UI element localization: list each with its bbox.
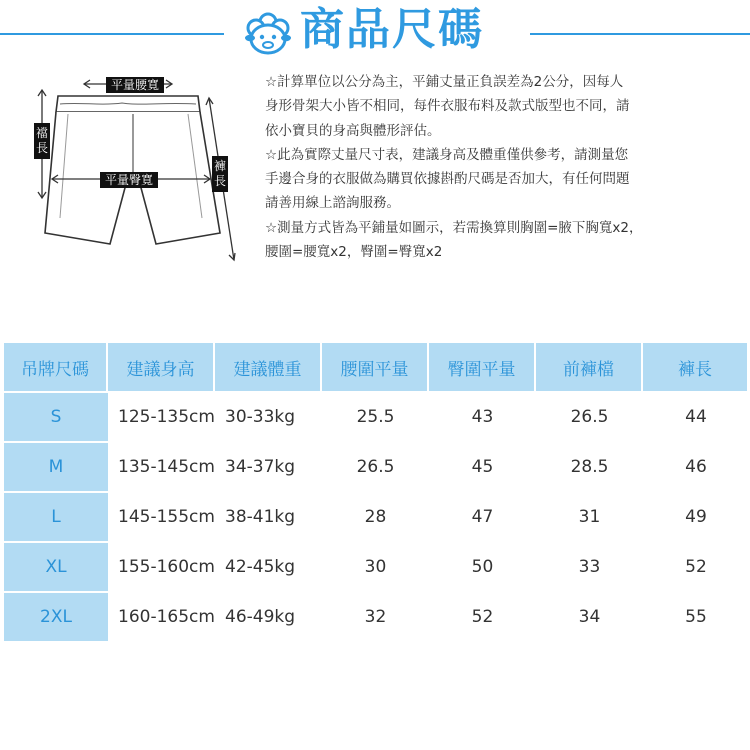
waist-cell: 30	[322, 543, 429, 593]
height-cell: 135-145cm	[108, 443, 215, 493]
size-notes	[265, 70, 735, 264]
table-row	[4, 393, 749, 443]
front-rise-cell: 28.5	[536, 443, 643, 493]
waist-cell: 32	[364, 607, 387, 627]
note-line: ☆計算單位以公分為主，平鋪丈量正負誤差為2公分，因每人	[265, 74, 624, 90]
table-row	[4, 543, 749, 593]
note-line: ☆此為實際丈量尺寸表，建議身高及體重僅供參考，請測量您	[265, 146, 629, 163]
weight-cell: 46-49kg	[225, 607, 296, 627]
column-header-height: 建議身高	[108, 343, 215, 393]
size-cell: L	[4, 493, 108, 543]
note-line: 身形骨架大小皆不相同，每件衣服布料及款式版型也不同，請	[265, 98, 630, 115]
column-header-hip: 臀圍平量	[429, 343, 536, 393]
page-title: 商品尺碼	[300, 4, 484, 55]
column-header-length: 褲長	[643, 343, 749, 393]
weight-cell: 38-41kg	[215, 493, 322, 543]
sheep-icon	[242, 8, 294, 58]
column-header-size: 吊牌尺碼	[4, 343, 108, 393]
length-cell: 52	[643, 543, 749, 593]
length-cell: 55	[685, 607, 707, 627]
height-cell: 125-135cm	[108, 393, 215, 443]
front-rise-cell: 33	[536, 543, 643, 593]
column-header-weight: 建議體重	[215, 343, 322, 393]
hip-cell: 45	[429, 443, 536, 493]
rise-length-label: 襠長	[34, 123, 50, 159]
column-header-waist: 腰圍平量	[322, 343, 429, 393]
size-cell: M	[4, 443, 108, 493]
size-cell: 2XL	[4, 593, 108, 641]
waist-cell: 28	[322, 493, 429, 543]
front-rise-cell: 31	[536, 493, 643, 543]
length-cell: 46	[643, 443, 749, 493]
table-row	[4, 443, 749, 493]
note-line: 手邊合身的衣服做為購買依據斟酌尺碼是否加大，有任何問題	[265, 171, 630, 188]
waist-cell: 26.5	[322, 443, 429, 493]
hip-cell: 47	[429, 493, 536, 543]
weight-cell: 42-45kg	[215, 543, 322, 593]
hip-width-label: 平量臀寬	[100, 172, 158, 188]
size-chart-table	[4, 343, 749, 641]
weight-cell: 34-37kg	[215, 443, 322, 493]
table-row	[4, 493, 749, 543]
height-cell: 160-165cm	[118, 607, 215, 627]
front-rise-cell: 34	[578, 607, 601, 627]
front-rise-cell: 26.5	[536, 393, 643, 443]
shorts-measurement-diagram	[22, 68, 252, 273]
note-line: 依小寶貝的身高與體形評估。	[265, 122, 441, 139]
height-cell: 155-160cm	[108, 543, 215, 593]
hip-cell: 43	[429, 393, 536, 443]
size-cell: S	[4, 393, 108, 443]
hip-cell: 52	[471, 607, 494, 627]
waist-cell: 25.5	[322, 393, 429, 443]
table-header-row	[4, 343, 749, 393]
length-cell: 44	[643, 393, 749, 443]
column-header-front-rise: 前褲檔	[536, 343, 643, 393]
size-cell: XL	[4, 543, 108, 593]
pants-length-label: 褲長	[212, 156, 228, 192]
table-row	[4, 593, 749, 641]
height-cell: 145-155cm	[108, 493, 215, 543]
length-cell: 49	[643, 493, 749, 543]
hip-cell: 50	[429, 543, 536, 593]
header-rule-left	[0, 33, 224, 35]
weight-cell: 30-33kg	[215, 393, 322, 443]
header-rule-right	[530, 33, 750, 35]
note-line: 請善用線上諮詢服務。	[265, 195, 400, 212]
note-line: ☆測量方式皆為平鋪量如圖示，若需換算則胸圍=腋下胸寬x2，	[265, 219, 643, 236]
note-line: 腰圍=腰寬x2，臀圍=臀寬x2	[265, 244, 443, 261]
waist-width-label: 平量腰寬	[106, 77, 164, 93]
